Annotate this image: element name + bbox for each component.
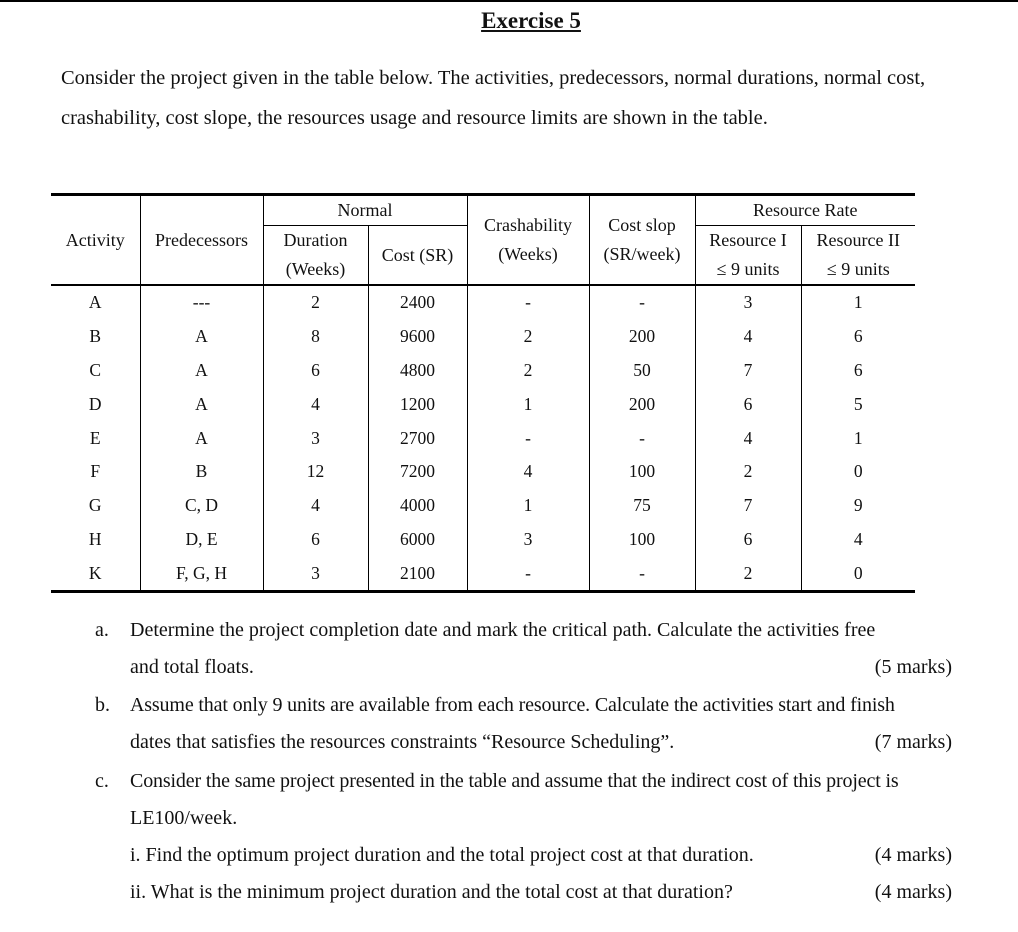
question-a — [95, 612, 985, 686]
question-b-label: b. — [95, 694, 110, 716]
table-body — [51, 285, 915, 592]
cell-predecessors: --- — [140, 285, 263, 320]
question-c — [95, 763, 985, 911]
cell-activity: B — [51, 320, 140, 354]
cell-cost: 2400 — [368, 285, 467, 320]
header-resource-1: Resource I — [695, 226, 801, 256]
cell-cost: 7200 — [368, 455, 467, 489]
cell-crashability: 2 — [467, 354, 589, 388]
cell-resource-1: 3 — [695, 285, 801, 320]
cell-activity: H — [51, 523, 140, 557]
cell-resource-1: 4 — [695, 320, 801, 354]
header-resource-2: Resource II — [816, 230, 900, 250]
cell-resource-1: 7 — [695, 489, 801, 523]
cell-activity: C — [51, 354, 140, 388]
cell-duration: 8 — [263, 320, 368, 354]
cell-cost-slope: - — [589, 421, 695, 455]
project-table — [51, 193, 915, 593]
cell-duration: 4 — [263, 489, 368, 523]
header-predecessors: Predecessors — [140, 195, 263, 286]
cell-predecessors: C, D — [140, 489, 263, 523]
cell-crashability: 1 — [467, 387, 589, 421]
top-rule — [0, 0, 1018, 2]
cell-crashability: 3 — [467, 523, 589, 557]
cell-crashability: 4 — [467, 455, 589, 489]
cell-cost: 6000 — [368, 523, 467, 557]
cell-resource-2: 0 — [853, 461, 863, 482]
cell-resource-2: 6 — [853, 326, 863, 347]
question-a-marks: (5 marks) — [874, 656, 952, 678]
cell-cost-slope: 50 — [589, 354, 695, 388]
cell-resource-1: 2 — [695, 556, 801, 591]
header-resource-2-limit: ≤ 9 units — [801, 255, 915, 285]
cell-duration: 3 — [263, 556, 368, 591]
question-b-line1: Assume that only 9 units are available from each resource. Calculate the activities start and finish — [130, 694, 895, 716]
header-duration-unit: (Weeks) — [263, 255, 368, 285]
cell-resource-1: 4 — [695, 421, 801, 455]
cell-predecessors: D, E — [140, 523, 263, 557]
cell-cost-slope: 100 — [589, 523, 695, 557]
question-c-line1: Consider the same project presented in the table and assume that the indirect cost of this project is — [130, 770, 899, 792]
header-cost: Cost (SR) — [368, 226, 467, 286]
cell-resource-1: 2 — [695, 455, 801, 489]
cell-cost: 2100 — [368, 556, 467, 591]
cell-resource-1: 6 — [695, 523, 801, 557]
question-c-ii-marks: (4 marks) — [874, 881, 952, 903]
cell-resource-2: 1 — [853, 427, 863, 448]
cell-cost-slope: 100 — [589, 455, 695, 489]
cell-resource-2: 1 — [853, 292, 863, 313]
header-crashability: Crashability (Weeks) — [467, 195, 589, 286]
question-a-line2: and total floats. — [130, 656, 254, 678]
cell-activity: D — [51, 387, 140, 421]
cell-predecessors: A — [140, 320, 263, 354]
cell-cost-slope: - — [589, 556, 695, 591]
cell-resource-2: 5 — [853, 393, 863, 414]
table-row — [51, 354, 915, 388]
page-title: Exercise 5 — [481, 8, 581, 33]
cell-cost-slope: 75 — [589, 489, 695, 523]
cell-activity: A — [51, 285, 140, 320]
question-b-line2: dates that satisfies the resources constraints “Resource Scheduling”. — [130, 731, 675, 753]
cell-duration: 12 — [263, 455, 368, 489]
cell-duration: 6 — [263, 523, 368, 557]
table-row — [51, 489, 915, 523]
cell-activity: E — [51, 421, 140, 455]
question-a-line1: Determine the project completion date and mark the critical path. Calculate the activities free — [130, 619, 876, 641]
question-c-ii-text: ii. What is the minimum project duration and the total cost at that duration? — [130, 881, 733, 903]
table-row — [51, 285, 915, 320]
cell-cost: 4800 — [368, 354, 467, 388]
cell-activity: G — [51, 489, 140, 523]
cell-predecessors: A — [140, 354, 263, 388]
header-resource-1-limit: ≤ 9 units — [695, 255, 801, 285]
cell-activity: F — [51, 455, 140, 489]
cell-activity: K — [51, 556, 140, 591]
question-c-line2: LE100/week. — [130, 807, 238, 829]
cell-predecessors: A — [140, 387, 263, 421]
cell-crashability: 2 — [467, 320, 589, 354]
cell-cost: 4000 — [368, 489, 467, 523]
cell-predecessors: B — [140, 455, 263, 489]
intro-paragraph: Consider the project given in the table below. The activities, predecessors, normal durations, normal cost, crashability, cost slope, the resources usage and resource limits are shown in the table. — [61, 67, 926, 129]
cell-predecessors: A — [140, 421, 263, 455]
cell-cost-slope: - — [589, 285, 695, 320]
table-row — [51, 556, 915, 591]
question-b-marks: (7 marks) — [874, 731, 952, 753]
question-c-label: c. — [95, 770, 109, 792]
table-row — [51, 387, 915, 421]
cell-cost-slope: 200 — [589, 387, 695, 421]
header-duration: Duration — [263, 226, 368, 256]
cell-crashability: - — [467, 285, 589, 320]
cell-resource-1: 7 — [695, 354, 801, 388]
question-c-i-marks: (4 marks) — [874, 844, 952, 866]
cell-crashability: - — [467, 421, 589, 455]
question-b — [95, 687, 985, 761]
cell-duration: 3 — [263, 421, 368, 455]
cell-resource-2: 4 — [853, 528, 863, 549]
header-cost-slope: Cost slop (SR/week) — [589, 195, 695, 286]
question-c-i-text: i. Find the optimum project duration and the total project cost at that duration. — [130, 844, 754, 866]
header-normal: Normal — [263, 195, 467, 226]
cell-predecessors: F, G, H — [140, 556, 263, 591]
table-row — [51, 523, 915, 557]
header-resource-rate: Resource Rate — [695, 195, 915, 226]
table-row — [51, 320, 915, 354]
table-row — [51, 455, 915, 489]
cell-crashability: 1 — [467, 489, 589, 523]
cell-duration: 6 — [263, 354, 368, 388]
cell-crashability: - — [467, 556, 589, 591]
cell-resource-1: 6 — [695, 387, 801, 421]
cell-cost: 9600 — [368, 320, 467, 354]
cell-resource-2: 6 — [853, 359, 863, 380]
table-row — [51, 421, 915, 455]
cell-resource-2: 0 — [801, 556, 915, 591]
cell-cost: 1200 — [368, 387, 467, 421]
cell-cost-slope: 200 — [589, 320, 695, 354]
question-a-label: a. — [95, 619, 109, 641]
header-activity: Activity — [51, 195, 140, 286]
cell-duration: 4 — [263, 387, 368, 421]
cell-resource-2: 9 — [853, 495, 863, 516]
cell-cost: 2700 — [368, 421, 467, 455]
cell-duration: 2 — [263, 285, 368, 320]
